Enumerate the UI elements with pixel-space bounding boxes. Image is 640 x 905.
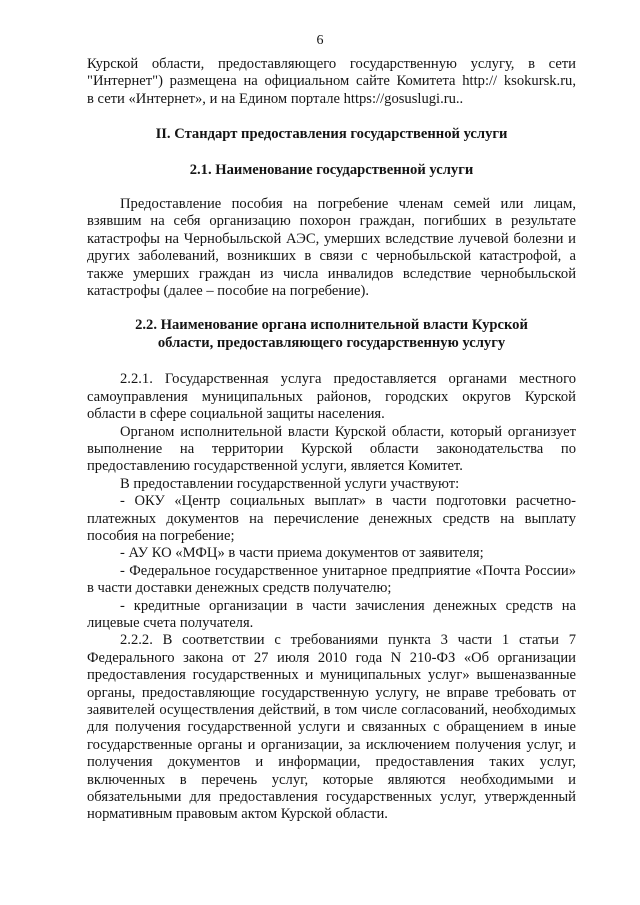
- list-item-oku: - ОКУ «Центр социальных выплат» в части подготовки расчетно-платежных документов на перечисление денежных средств на выплату пособия на погребение;: [87, 493, 576, 544]
- section-title: II. Стандарт предоставления государственной услуги: [155, 126, 508, 143]
- paragraph-2-2-1: 2.2.1. Государственная услуга предоставляется органами местного самоуправления муниципальных районов, городских округов Курской области в сфере социальной защиты населения.: [87, 371, 576, 423]
- paragraph-participants: В предоставлении государственной услуги участвуют:: [120, 475, 460, 492]
- subsection-2-2-title-line-1: 2.2. Наименование органа исполнительной власти Курской: [135, 317, 528, 334]
- page-number: 6: [316, 33, 324, 48]
- list-item-credit: - кредитные организации в части зачисления денежных средств на лицевые счета получателя.: [87, 597, 576, 631]
- paragraph-2-2-2: 2.2.2. В соответствии с требованиями пункта 3 части 1 статьи 7 Федерального закона от 27 июля 2010 года N 210-ФЗ «Об организации предоставления государственных и муниципальных услуг» вышеназванные органы, предоставляющие государственную услугу, не вправе требовать от заявителей осуществления действий, в том числе согласований, необходимых для получения государственной услуги и связанных с обращением в иные государственные органы и организации, за исключением получения услуг, и получения документов и информации, предоставления таких услуг, включенных в перечень услуг, которые являются необходимыми и обязательными для предоставления государственных услуг, утвержденный нормативным правовым актом Курской области.: [87, 632, 576, 823]
- intro-line-2: "Интернет") размещена на официальном сайте Комитета http:// ksokursk.ru,: [87, 73, 576, 90]
- subsection-2-2-title-line-2: области, предоставляющего государственную услугу: [157, 334, 506, 351]
- subsection-2-1-text: Предоставление пособия на погребение членам семей или лицам, взявшим на себя организацию похорон граждан, погибших в результате катастрофы на Чернобыльской АЭС, умерших вследствие лучевой болезни и других заболеваний, возникших в связи с чернобыльской катастрофой, а также умерших граждан из числа инвалидов вследствие чернобыльской катастрофы (далее – пособие на погребение).: [87, 196, 576, 300]
- page-content: [87, 56, 576, 824]
- intro-line-1: Курской области, предоставляющего государственную услугу, в сети: [87, 56, 576, 72]
- subsection-2-1-title: 2.1. Наименование государственной услуги: [189, 161, 474, 178]
- paragraph-organ: Органом исполнительной власти Курской области, который организует выполнение на территории Курской области законодательства по предоставлению государственной услуги, является Комитет.: [87, 423, 576, 475]
- intro-line-3: в сети «Интернет», и на Едином портале https://gosuslugi.ru..: [87, 90, 464, 107]
- list-item-pochta: - Федеральное государственное унитарное предприятие «Почта России» в части доставки денежных средств получателю;: [87, 562, 576, 597]
- list-item-mfc: - АУ КО «МФЦ» в части приема документов от заявителя;: [120, 545, 484, 562]
